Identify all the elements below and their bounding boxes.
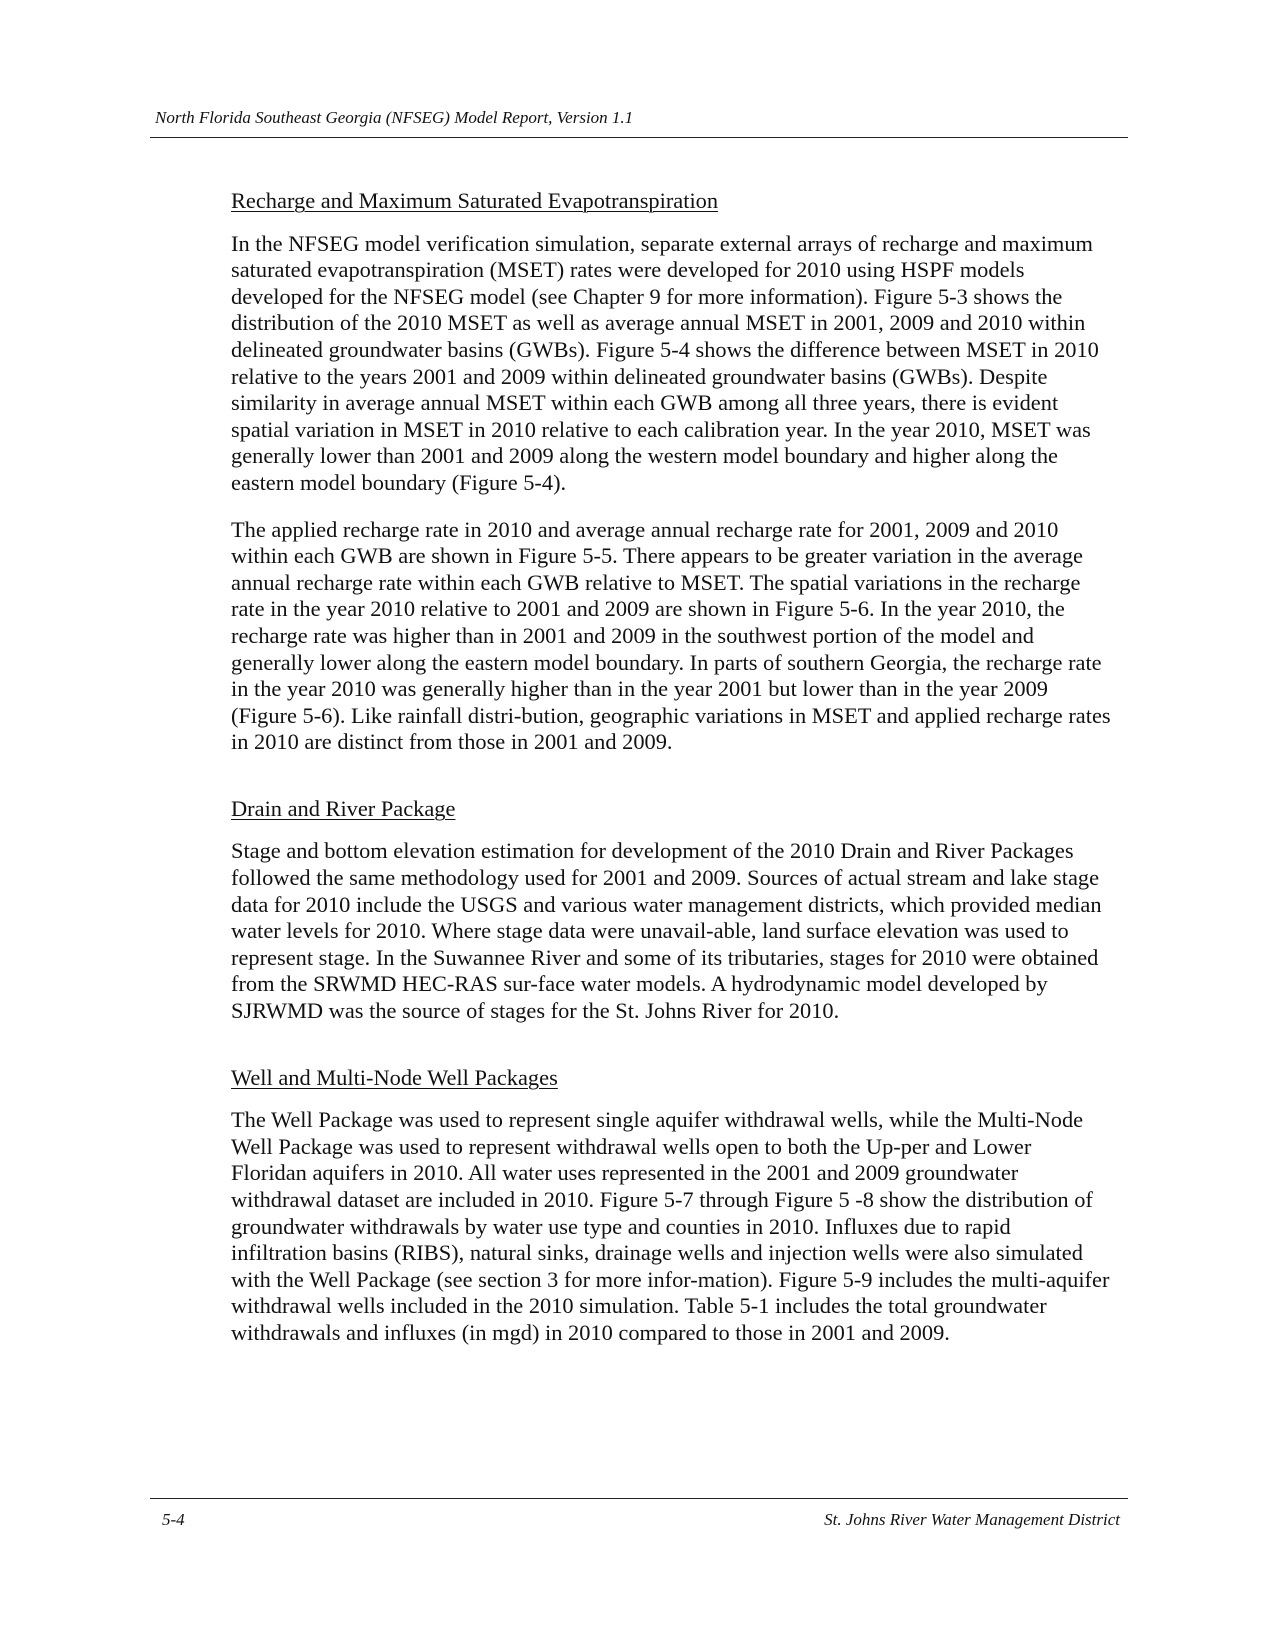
footer-organization: St. Johns River Water Management District [824, 1510, 1120, 1529]
paragraph-mset: In the NFSEG model verification simulation, separate external arrays of recharge and maximum saturated evapotranspiration (MSET) rates were developed for 2010 using HSPF models developed for the NFSEG model (see Chapter 9 for more information). Figure 5-3 shows the distribution of the 2010 MSET as well as average annual MSET in 2001, 2009 and 2010 within delineated groundwater basins (GWBs). Figure 5-4 shows the difference between MSET in 2010 relative to the years 2001 and 2009 within delineated groundwater basins (GWBs). Despite similarity in average annual MSET within each GWB among all three years, there is evident spatial variation in MSET in 2010 relative to each calibration year. In the year 2010, MSET was generally lower than 2001 and 2009 along the western model boundary and higher along the eastern model boundary (Figure 5-4). [231, 230, 1099, 495]
header-divider [150, 137, 1128, 138]
page-number: 5-4 [162, 1510, 185, 1529]
footer-divider [150, 1498, 1128, 1499]
section-heading-drain-river: Drain and River Package [231, 795, 456, 821]
section-heading-recharge: Recharge and Maximum Saturated Evapotranspiration [231, 188, 719, 213]
page-body [231, 188, 1111, 1367]
section-heading-well-packages: Well and Multi-Node Well Packages [231, 1064, 558, 1090]
running-header: North Florida Southeast Georgia (NFSEG) Model Report, Version 1.1 [155, 108, 634, 127]
paragraph-well-packages: The Well Package was used to represent single aquifer withdrawal wells, while the Multi-Node Well Package was used to represent withdrawal wells open to both the Up-per and Lower Floridan aquifers in 2010. All water uses represented in the 2001 and 2009 groundwater withdrawal dataset are included in 2010. Figure 5-7 through Figure 5 -8 show the distribution of groundwater withdrawals by water use type and counties in 2010. Influxes due to rapid infiltration basins (RIBS), natural sinks, drainage wells and injection wells were also simulated with the Well Package (see section 3 for more infor-mation). Figure 5-9 includes the multi-aquifer withdrawal wells included in the 2010 simulation. Table 5-1 includes the total groundwater withdrawals and influxes (in mgd) in 2010 compared to those in 2001 and 2009. [231, 1107, 1110, 1345]
paragraph-recharge-rate: The applied recharge rate in 2010 and average annual recharge rate for 2001, 2009 and 2010 within each GWB are shown in Figure 5-5. There appears to be greater variation in the average annual recharge rate within each GWB relative to MSET. The spatial variations in the recharge rate in the year 2010 relative to 2001 and 2009 are shown in Figure 5-6. In the year 2010, the recharge rate was higher than in 2001 and 2009 in the southwest portion of the model and generally lower along the eastern model boundary. In parts of southern Georgia, the recharge rate in the year 2010 was generally higher than in the year 2001 but lower than in the year 2009 (Figure 5-6). Like rainfall distri-bution, geographic variations in MSET and applied recharge rates in 2010 are distinct from those in 2001 and 2009. [231, 516, 1111, 755]
paragraph-drain-river: Stage and bottom elevation estimation for development of the 2010 Drain and River Packages followed the same methodology used for 2001 and 2009. Sources of actual stream and lake stage data for 2010 include the USGS and various water management districts, which provided median water levels for 2010. Where stage data were unavail-able, land surface elevation was used to represent stage. In the Suwannee River and some of its tributaries, stages for 2010 were obtained from the SRWMD HEC-RAS sur-face water models. A hydrodynamic model developed by SJRWMD was the source of stages for the St. Johns River for 2010. [231, 838, 1102, 1024]
